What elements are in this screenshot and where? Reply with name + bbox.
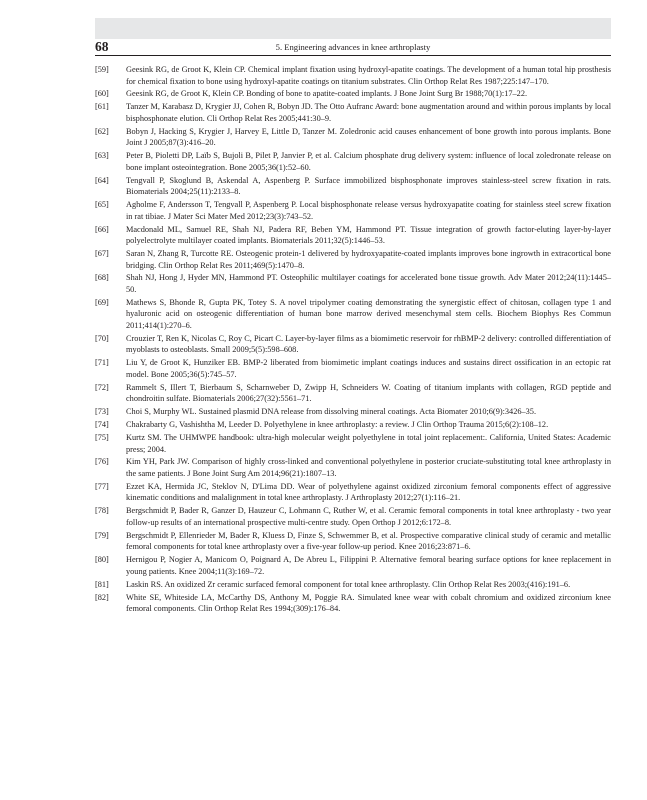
- reference-item: [95, 224, 611, 247]
- reference-number: [61]: [95, 102, 109, 112]
- reference-item: [95, 175, 611, 198]
- reference-text: Liu Y, de Groot K, Hunziker EB. BMP-2 liberated from biomimetic implant coatings induces and sustains direct ossification in an ectopic rat model. Bone 2005;36(5):745–57.: [126, 358, 611, 379]
- reference-item: [95, 382, 611, 405]
- reference-number: [72]: [95, 382, 109, 392]
- reference-text: Shah NJ, Hong J, Hyder MN, Hammond PT. Osteophilic multilayer coatings for accelerated bone tissue growth. Adv Mater 2012;24(11):1445–50.: [126, 273, 611, 294]
- reference-text: Agholme F, Andersson T, Tengvall P, Aspenberg P. Local bisphosphonate release versus hydroxyapatite coating for stainless steel screw fixation in rat tibiae. J Mater Sci Mater Med 2012;23(3):743–52.: [126, 200, 611, 221]
- reference-item: [95, 592, 611, 615]
- reference-item: [95, 150, 611, 173]
- reference-text: Crouzier T, Ren K, Nicolas C, Roy C, Picart C. Layer-by-layer films as a biomimetic reservoir for rhBMP-2 delivery: controlled differentiation of myoblasts to osteoblasts. Small 2009;5(5):598–608.: [126, 333, 611, 355]
- reference-number: [79]: [95, 530, 109, 540]
- reference-text: Kurtz SM. The UHMWPE handbook: ultra-high molecular weight polyethylene in total joint replacement:. California, United States: Academic press; 2004.: [126, 433, 611, 454]
- reference-number: [62]: [95, 126, 109, 136]
- reference-number: [64]: [95, 175, 109, 185]
- reference-text: Tengvall P, Skoglund B, Askendal A, Aspenberg P. Surface immobilized bisphosphonate improves stainless-steel screw fixation in rats. Biomaterials 2004;25(11):2133–8.: [126, 175, 611, 197]
- reference-text: Rammelt S, Illert T, Bierbaum S, Scharnweber D, Zwipp H, Schneiders W. Coating of titanium implants with collagen, RGD peptide and chondroitin sulfate. Biomaterials 2006;27(32):5561–71.: [126, 382, 611, 404]
- reference-item: [95, 297, 611, 332]
- reference-text: Peter B, Pioletti DP, Laïb S, Bujoli B, Pilet P, Janvier P, et al. Calcium phosphate drug delivery system: influence of local zoledronate release on bone implant osteointegration. Bone 2005;36(1):52–60.: [126, 151, 611, 172]
- reference-number: [66]: [95, 224, 109, 234]
- reference-number: [78]: [95, 506, 109, 516]
- reference-item: [95, 554, 611, 577]
- reference-item: [95, 101, 611, 124]
- reference-item: [95, 481, 611, 504]
- reference-number: [59]: [95, 65, 109, 74]
- reference-text: Macdonald ML, Samuel RE, Shah NJ, Padera RF, Beben YM, Hammond PT. Tissue integration of growth factor-eluting layer-by-layer polyelectrolyte multilayer coated implants. Biomaterials 2011;32(5):1446–53.: [126, 224, 611, 246]
- reference-text: Geesink RG, de Groot K, Klein CP. Bonding of bone to apatite-coated implants. J Bone Joint Surg Br 1988;70(1):17–22.: [126, 89, 528, 99]
- reference-text: Tanzer M, Karabasz D, Krygier JJ, Cohen R, Bobyn JD. The Otto Aufranc Award: bone augmentation around and within porous implants by local bisphosphonate elution. Cli Orthop Relat Res 2005;441:30–9.: [126, 102, 611, 123]
- reference-text: Choi S, Murphy WL. Sustained plasmid DNA release from dissolving mineral coatings. Acta Biomater 2010;6(9):3426–35.: [126, 407, 537, 417]
- reference-number: [67]: [95, 249, 109, 258]
- reference-text: Kim YH, Park JW. Comparison of highly cross-linked and conventional polyethylene in posterior cruciate-substituting total knee arthroplasty in the same patients. J Bone Joint Surg Am 2014;96(21):1807–13.: [126, 457, 611, 478]
- reference-text: Saran N, Zhang R, Turcotte RE. Osteogenic protein-1 delivered by hydroxyapatite-coated implants improves bone ingrowth in extracortical bone bridging. Clin Orthop Relat Res 2011;469(5):1470–8.: [126, 249, 611, 270]
- reference-number: [82]: [95, 592, 109, 602]
- header-band: [95, 18, 611, 39]
- reference-text: White SE, Whiteside LA, McCarthy DS, Anthony M, Poggie RA. Simulated knee wear with cobalt chromium and oxidized zirconium knee femoral components. Clin Orthop Relat Res 1994;(309):176–84.: [126, 592, 611, 614]
- reference-text: Laskin RS. An oxidized Zr ceramic surfaced femoral component for total knee arthroplasty. Clin Orthop Relat Res 2003;(416):191–6.: [126, 579, 571, 589]
- reference-text: Mathews S, Bhonde R, Gupta PK, Totey S. A novel tripolymer coating demonstrating the synergistic effect of chitosan, collagen type 1 and hyaluronic acid on osteogenic differentiation of human bone marrow derived mesenchymal stem cells. Biochem Biophys Res Commun 2011;414(1):270–6.: [126, 297, 611, 330]
- reference-item: [95, 333, 611, 356]
- reference-item: [95, 272, 611, 295]
- reference-list: [95, 64, 611, 616]
- reference-item: [95, 530, 611, 553]
- reference-item: [95, 432, 611, 455]
- reference-item: [95, 88, 611, 100]
- reference-item: [95, 579, 611, 591]
- reference-text: Bergschmidt P, Ellenrieder M, Bader R, Kluess D, Finze S, Schwemmer B, et al. Prospective comparative clinical study of ceramic and metallic femoral components for total knee arthroplasty over a five-year follow-up period. Knee 2016;23:871–6.: [126, 530, 611, 552]
- reference-item: [95, 199, 611, 222]
- reference-text: Geesink RG, de Groot K, Klein CP. Chemical implant fixation using hydroxyl-apatite coatings. The development of a human total hip prosthesis for chemical fixation to bone using hydroxyl-apatite coatings on titanium substrates. Clin Orthop Relat Res 1987;225:147–170.: [126, 65, 611, 86]
- page-header: [95, 39, 611, 56]
- reference-item: [95, 505, 611, 528]
- reference-number: [77]: [95, 481, 109, 491]
- reference-item: [95, 456, 611, 479]
- reference-number: [63]: [95, 151, 109, 161]
- reference-item: [95, 406, 611, 418]
- reference-text: Chakrabarty G, Vashishtha M, Leeder D. Polyethylene in knee arthroplasty: a review. J Clin Orthop Trauma 2015;6(2):108–12.: [126, 420, 549, 430]
- reference-number: [70]: [95, 333, 109, 343]
- reference-number: [60]: [95, 89, 109, 99]
- reference-number: [71]: [95, 358, 109, 368]
- reference-number: [76]: [95, 457, 109, 467]
- reference-number: [73]: [95, 407, 109, 417]
- reference-item: [95, 64, 611, 87]
- reference-text: Ezzet KA, Hermida JC, Steklov N, D'Lima DD. Wear of polyethylene against oxidized zirconium femoral components effect of aggressive kinematic conditions and malalignment in total knee arthroplasty. J Arthroplasty 2012;27(1):116–21.: [126, 481, 611, 503]
- reference-number: [74]: [95, 420, 109, 430]
- page-number: 68: [95, 39, 109, 54]
- reference-number: [69]: [95, 297, 109, 307]
- reference-item: [95, 126, 611, 149]
- reference-text: Bergschmidt P, Bader R, Ganzer D, Hauzeur C, Lohmann C, Ruther W, et al. Ceramic femoral components in total knee arthroplasty - two year follow-up results of an international prospective multi-centre study. Open Orthop J 2012;6:172–8.: [126, 506, 611, 527]
- reference-number: [75]: [95, 433, 109, 442]
- reference-number: [81]: [95, 579, 109, 589]
- reference-number: [80]: [95, 555, 109, 565]
- reference-text: Bobyn J, Hacking S, Krygier J, Harvey E, Little D, Tanzer M. Zoledronic acid causes enhancement of bone growth into porous implants. Bone Joint J 2005;87(3):416–20.: [126, 126, 611, 148]
- reference-item: [95, 248, 611, 271]
- reference-number: [65]: [95, 200, 109, 210]
- reference-text: Hernigou P, Nogier A, Manicom O, Poignard A, De Abreu L, Filippini P. Alternative femoral bearing surface options for knee replacement in young patients. Knee 2004;11(3):169–72.: [126, 555, 611, 576]
- reference-item: [95, 419, 611, 431]
- running-head: 5. Engineering advances in knee arthroplasty: [275, 42, 431, 52]
- reference-number: [68]: [95, 273, 109, 283]
- reference-item: [95, 357, 611, 380]
